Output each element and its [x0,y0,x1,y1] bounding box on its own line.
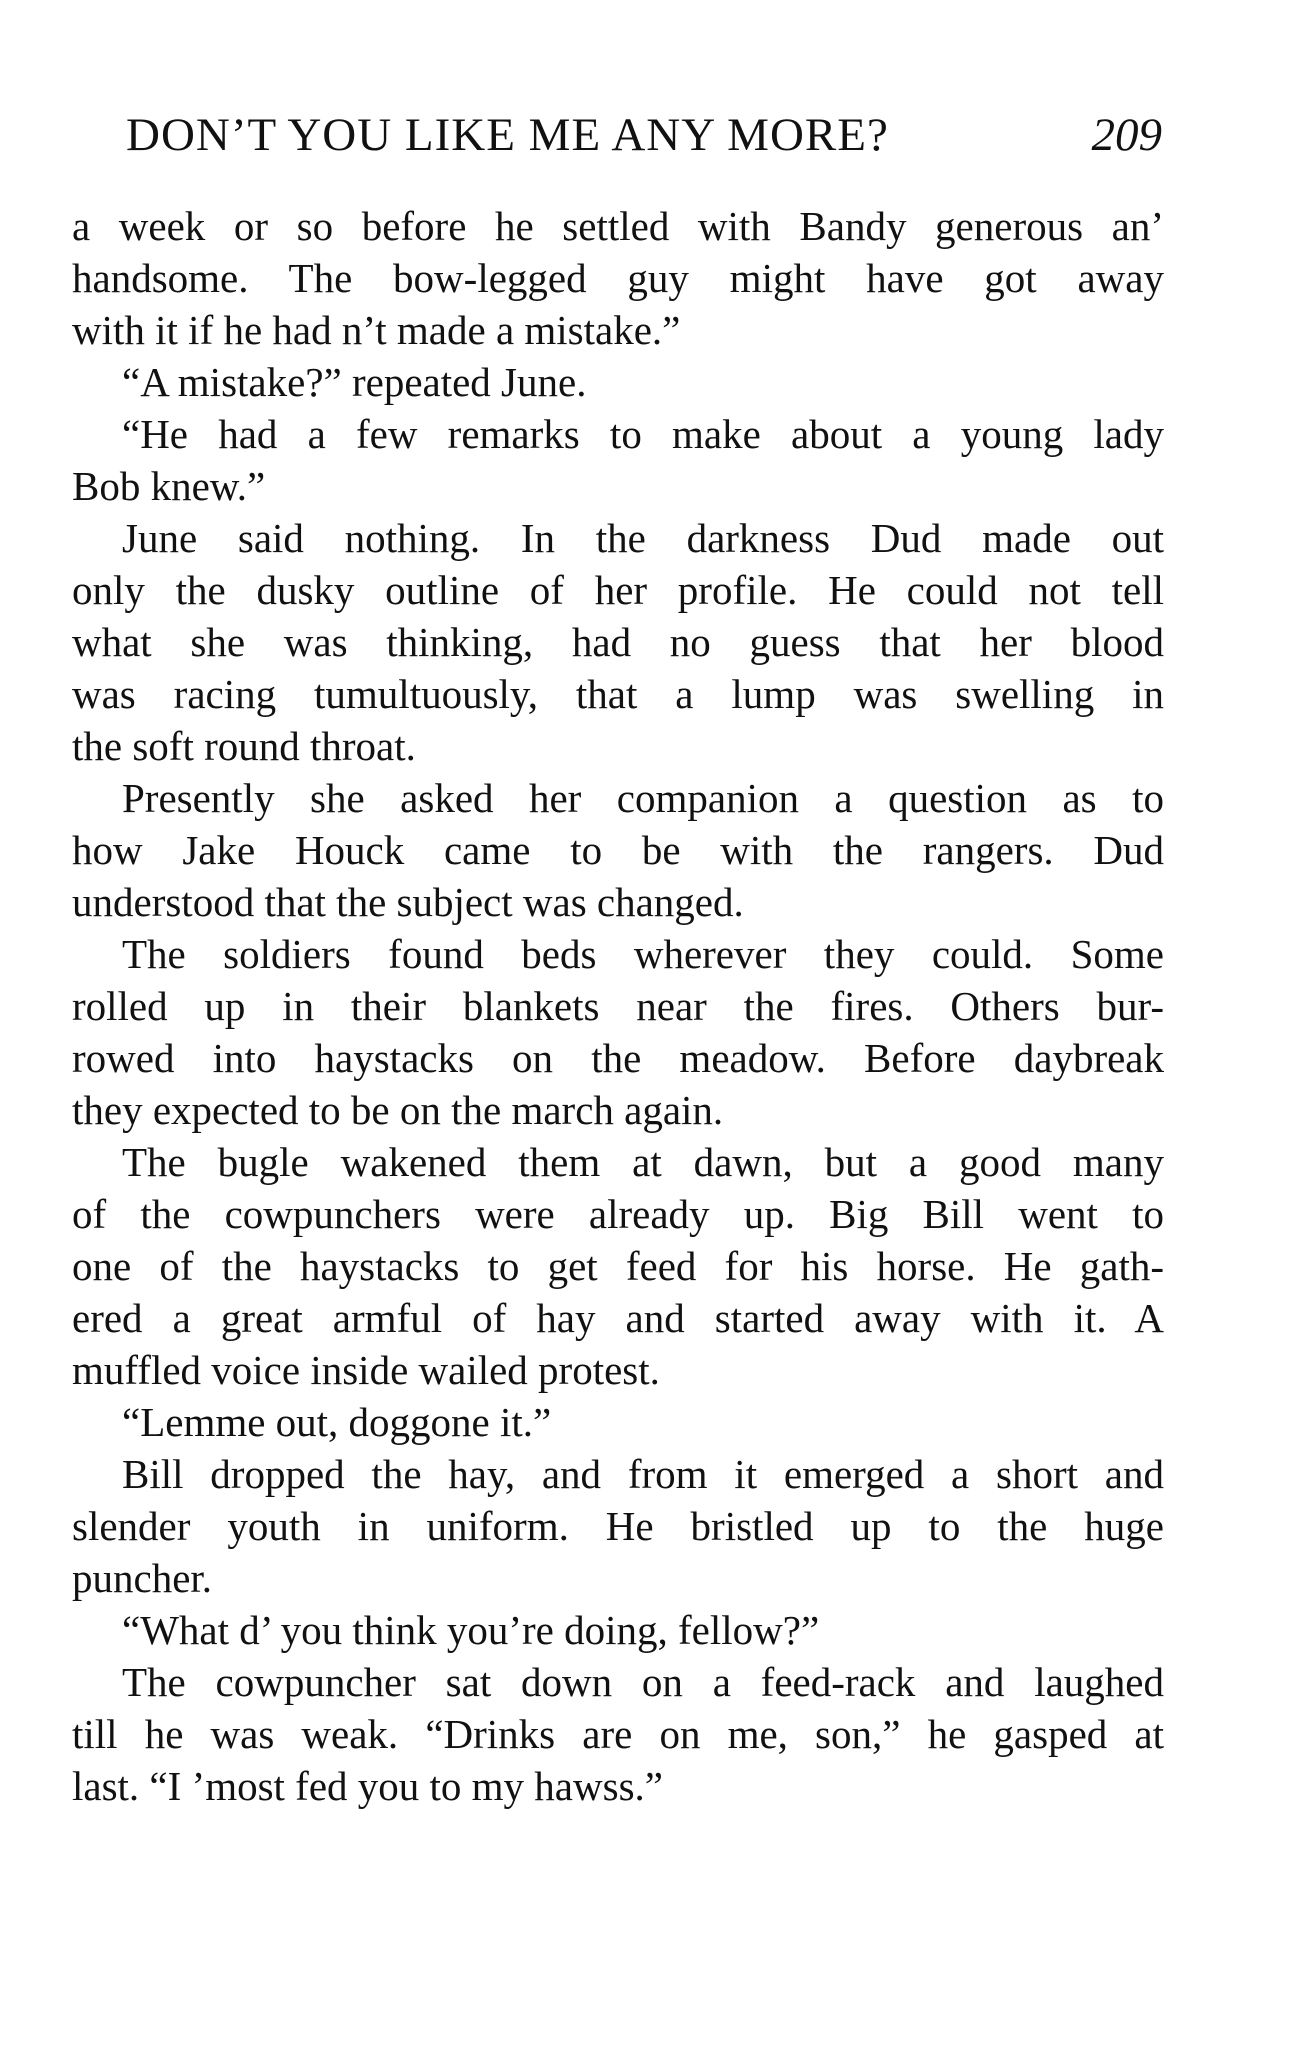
text-line: of the cowpunchers were already up. Big Bill went to [72,1191,1164,1237]
text-line: rolled up in their blankets near the fires. Others bur- [72,983,1164,1029]
text-line: till he was weak. “Drinks are on me, son,” he gasped at [72,1711,1164,1757]
text-line: “Lemme out, doggone it.” [122,1399,552,1445]
text-line: what she was thinking, had no guess that her blood [72,619,1164,665]
text-line: slender youth in uniform. He bristled up to the huge [72,1503,1164,1549]
text-line: understood that the subject was changed. [72,879,744,925]
text-line: the soft round throat. [72,723,416,769]
text-line: one of the haystacks to get feed for his horse. He gath- [72,1243,1164,1289]
text-line: Presently she asked her companion a question as to [122,775,1164,821]
text-line: “He had a few remarks to make about a young lady [122,411,1164,457]
text-line: rowed into haystacks on the meadow. Before daybreak [72,1035,1164,1081]
text-line: last. “I ’most fed you to my hawss.” [72,1763,663,1809]
page-number: 209 [1091,109,1162,161]
chapter-title: DON’T YOU LIKE ME ANY MORE? [126,109,889,161]
text-line: handsome. The bow-legged guy might have got away [72,255,1164,301]
body-text [72,200,1164,1812]
text-line: The soldiers found beds wherever they could. Some [122,931,1164,977]
text-line: only the dusky outline of her profile. He could not tell [72,567,1164,613]
running-head [126,108,1162,178]
text-line: puncher. [72,1555,213,1601]
text-line: ered a great armful of hay and started away with it. A [72,1295,1164,1341]
text-line: how Jake Houck came to be with the rangers. Dud [72,827,1164,873]
text-line: The bugle wakened them at dawn, but a good many [122,1139,1164,1185]
text-line: they expected to be on the march again. [72,1087,724,1133]
text-line: a week or so before he settled with Bandy generous an’ [72,203,1164,249]
text-line: “What d’ you think you’re doing, fellow?” [122,1607,820,1653]
text-line: Bill dropped the hay, and from it emerged a short and [122,1451,1164,1497]
text-line: June said nothing. In the darkness Dud made out [122,515,1164,561]
text-line: Bob knew.” [72,463,266,509]
text-line: muffled voice inside wailed protest. [72,1347,660,1393]
text-line: The cowpuncher sat down on a feed-rack and laughed [122,1659,1164,1705]
text-line: with it if he had n’t made a mistake.” [72,307,681,353]
text-line: “A mistake?” repeated June. [122,359,587,405]
text-line: was racing tumultuously, that a lump was swelling in [72,671,1164,717]
